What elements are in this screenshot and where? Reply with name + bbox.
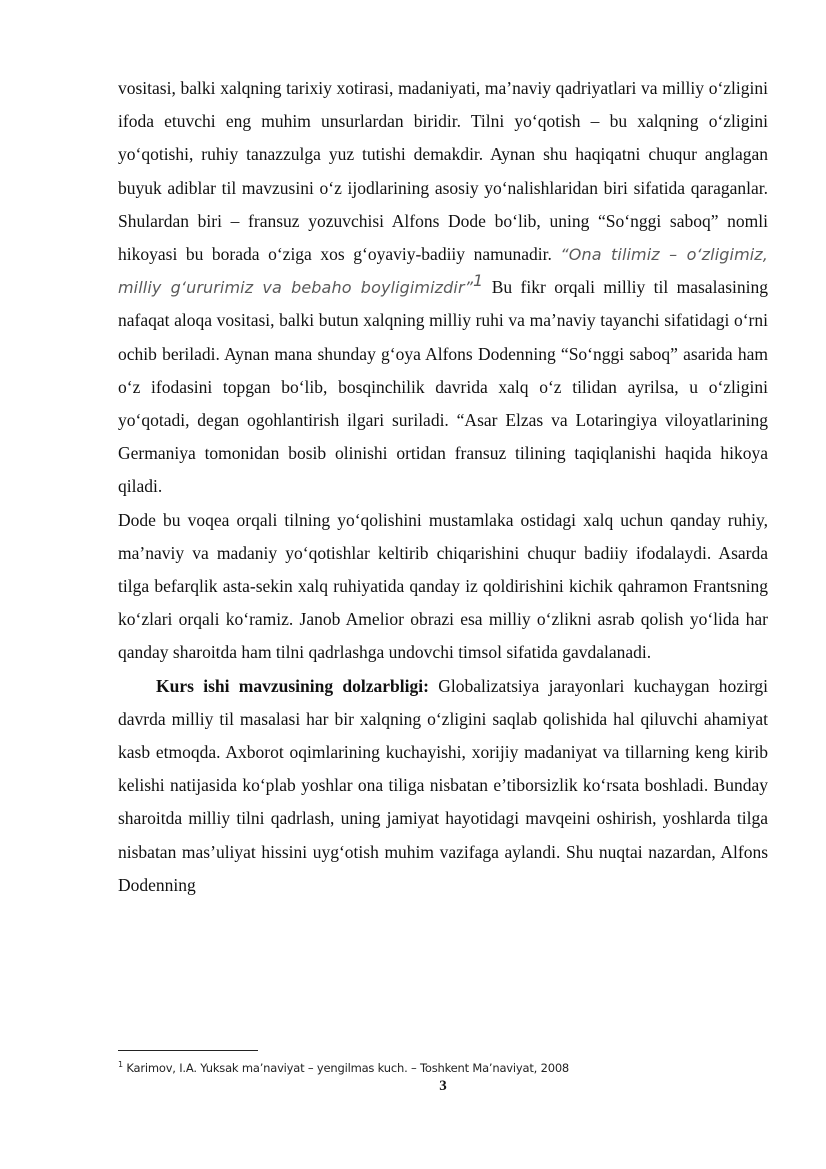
- footnote-number: 1: [118, 1060, 123, 1070]
- page-number: 3: [439, 1078, 447, 1094]
- section-heading: Kurs ishi mavzusining dolzarbligi:: [156, 675, 429, 696]
- body-text: [118, 72, 768, 902]
- paragraph-3: [118, 670, 768, 902]
- paragraph-1-text: vositasi, balki xalqning tarixiy xotirasi, madaniyati, ma’naviy qadriyatlari va milliy o‘zligini ifoda etuvchi eng muhim unsurlardan biridir. Tilni yo‘qotish – bu xalqning o‘zligini yo‘qotishi, ruhiy tanazzulga yuz tutishi demakdir. Aynan shu haqiqatni chuqur anglagan buyuk adiblar til mavzusini o‘z ijodlarining asosiy yo‘nalishlaridan biri sifatida qaraganlar. Shulardan biri – fransuz yozuvchisi Alfons Dode bo‘lib, uning “So‘nggi saboq” nomli hikoyasi bu borada o‘ziga xos g‘oyaviy-badiiy namunadir.: [118, 78, 768, 265]
- quotation: “Ona tilimiz – o‘zligimiz, milliy g‘ururimiz va bebaho boyligimizdir”: [118, 245, 768, 298]
- paragraph-3-text: Globalizatsiya jarayonlari kuchaygan hozirgi davrda milliy til masalasi har bir xalqning o‘zligini saqlab qolishida hal qiluvchi ahamiyat kasb etmoqda. Axborot oqimlarining kuchayishi, xorijiy madaniyat va tillarning keng kirib kelishi natijasida ko‘plab yoshlar ona tiliga nisbatan e’tiborsizlik ko‘rsata boshladi. Bunday sharoitda milliy tilni qadrlash, uning jamiyat hayotidagi mavqeini oshirish, yoshlarda tilga nisbatan mas’uliyat hissini uyg‘otish muhim vazifaga aylandi. Shu nuqtai nazardan, Alfons Dodenning: [118, 675, 768, 895]
- footnote-text: Karimov, I.A. Yuksak ma’naviyat – yengilmas kuch. – Toshkent Ma’naviyat, 2008: [122, 1061, 570, 1075]
- paragraph-2: Dode bu voqea orqali tilning yo‘qolishini mustamlaka ostidagi xalq uchun qanday ruhiy, ma’naviy va madaniy yo‘qotishlar keltirib chiqarishini chuqur badiiy ifodalaydi. Asarda tilga befarqlik asta-sekin xalq ruhiyatida qanday iz qoldirishini kichik qahramon Frantsning ko‘zlari orqali ko‘ramiz. Janob Amelior obrazi esa milliy o‘zlikni asrab qolish yo‘lida har qanday sharoitda ham tilni qadrlashga undovchi timsol sifatida gavdalanadi.: [118, 509, 768, 663]
- footnote-reference[interactable]: 1: [473, 271, 484, 291]
- paragraph-1-continuation: Bu fikr orqali milliy til masalasining nafaqat aloqa vositasi, balki butun xalqning milliy ruhi va ma’naviy tayanchi sifatidagi o‘rni ochib beriladi. Aynan mana shunday g‘oya Alfons Dodenning “So‘nggi saboq” asarida ham o‘z ifodasini topgan bo‘lib, bosqinchilik davrida xalq o‘z tilidan ayrilsa, u o‘zligini yo‘qotadi, degan ogohlantirish ilgari suriladi. “Asar Elzas va Lotaringiya viloyatlarining Germaniya tomonidan bosib olinishi ortidan fransuz tilining taqiqlanishi haqida hikoya qiladi.: [118, 277, 768, 497]
- footnote: [118, 1061, 768, 1075]
- paragraph-1: [118, 72, 768, 504]
- footnote-separator: [118, 1050, 258, 1051]
